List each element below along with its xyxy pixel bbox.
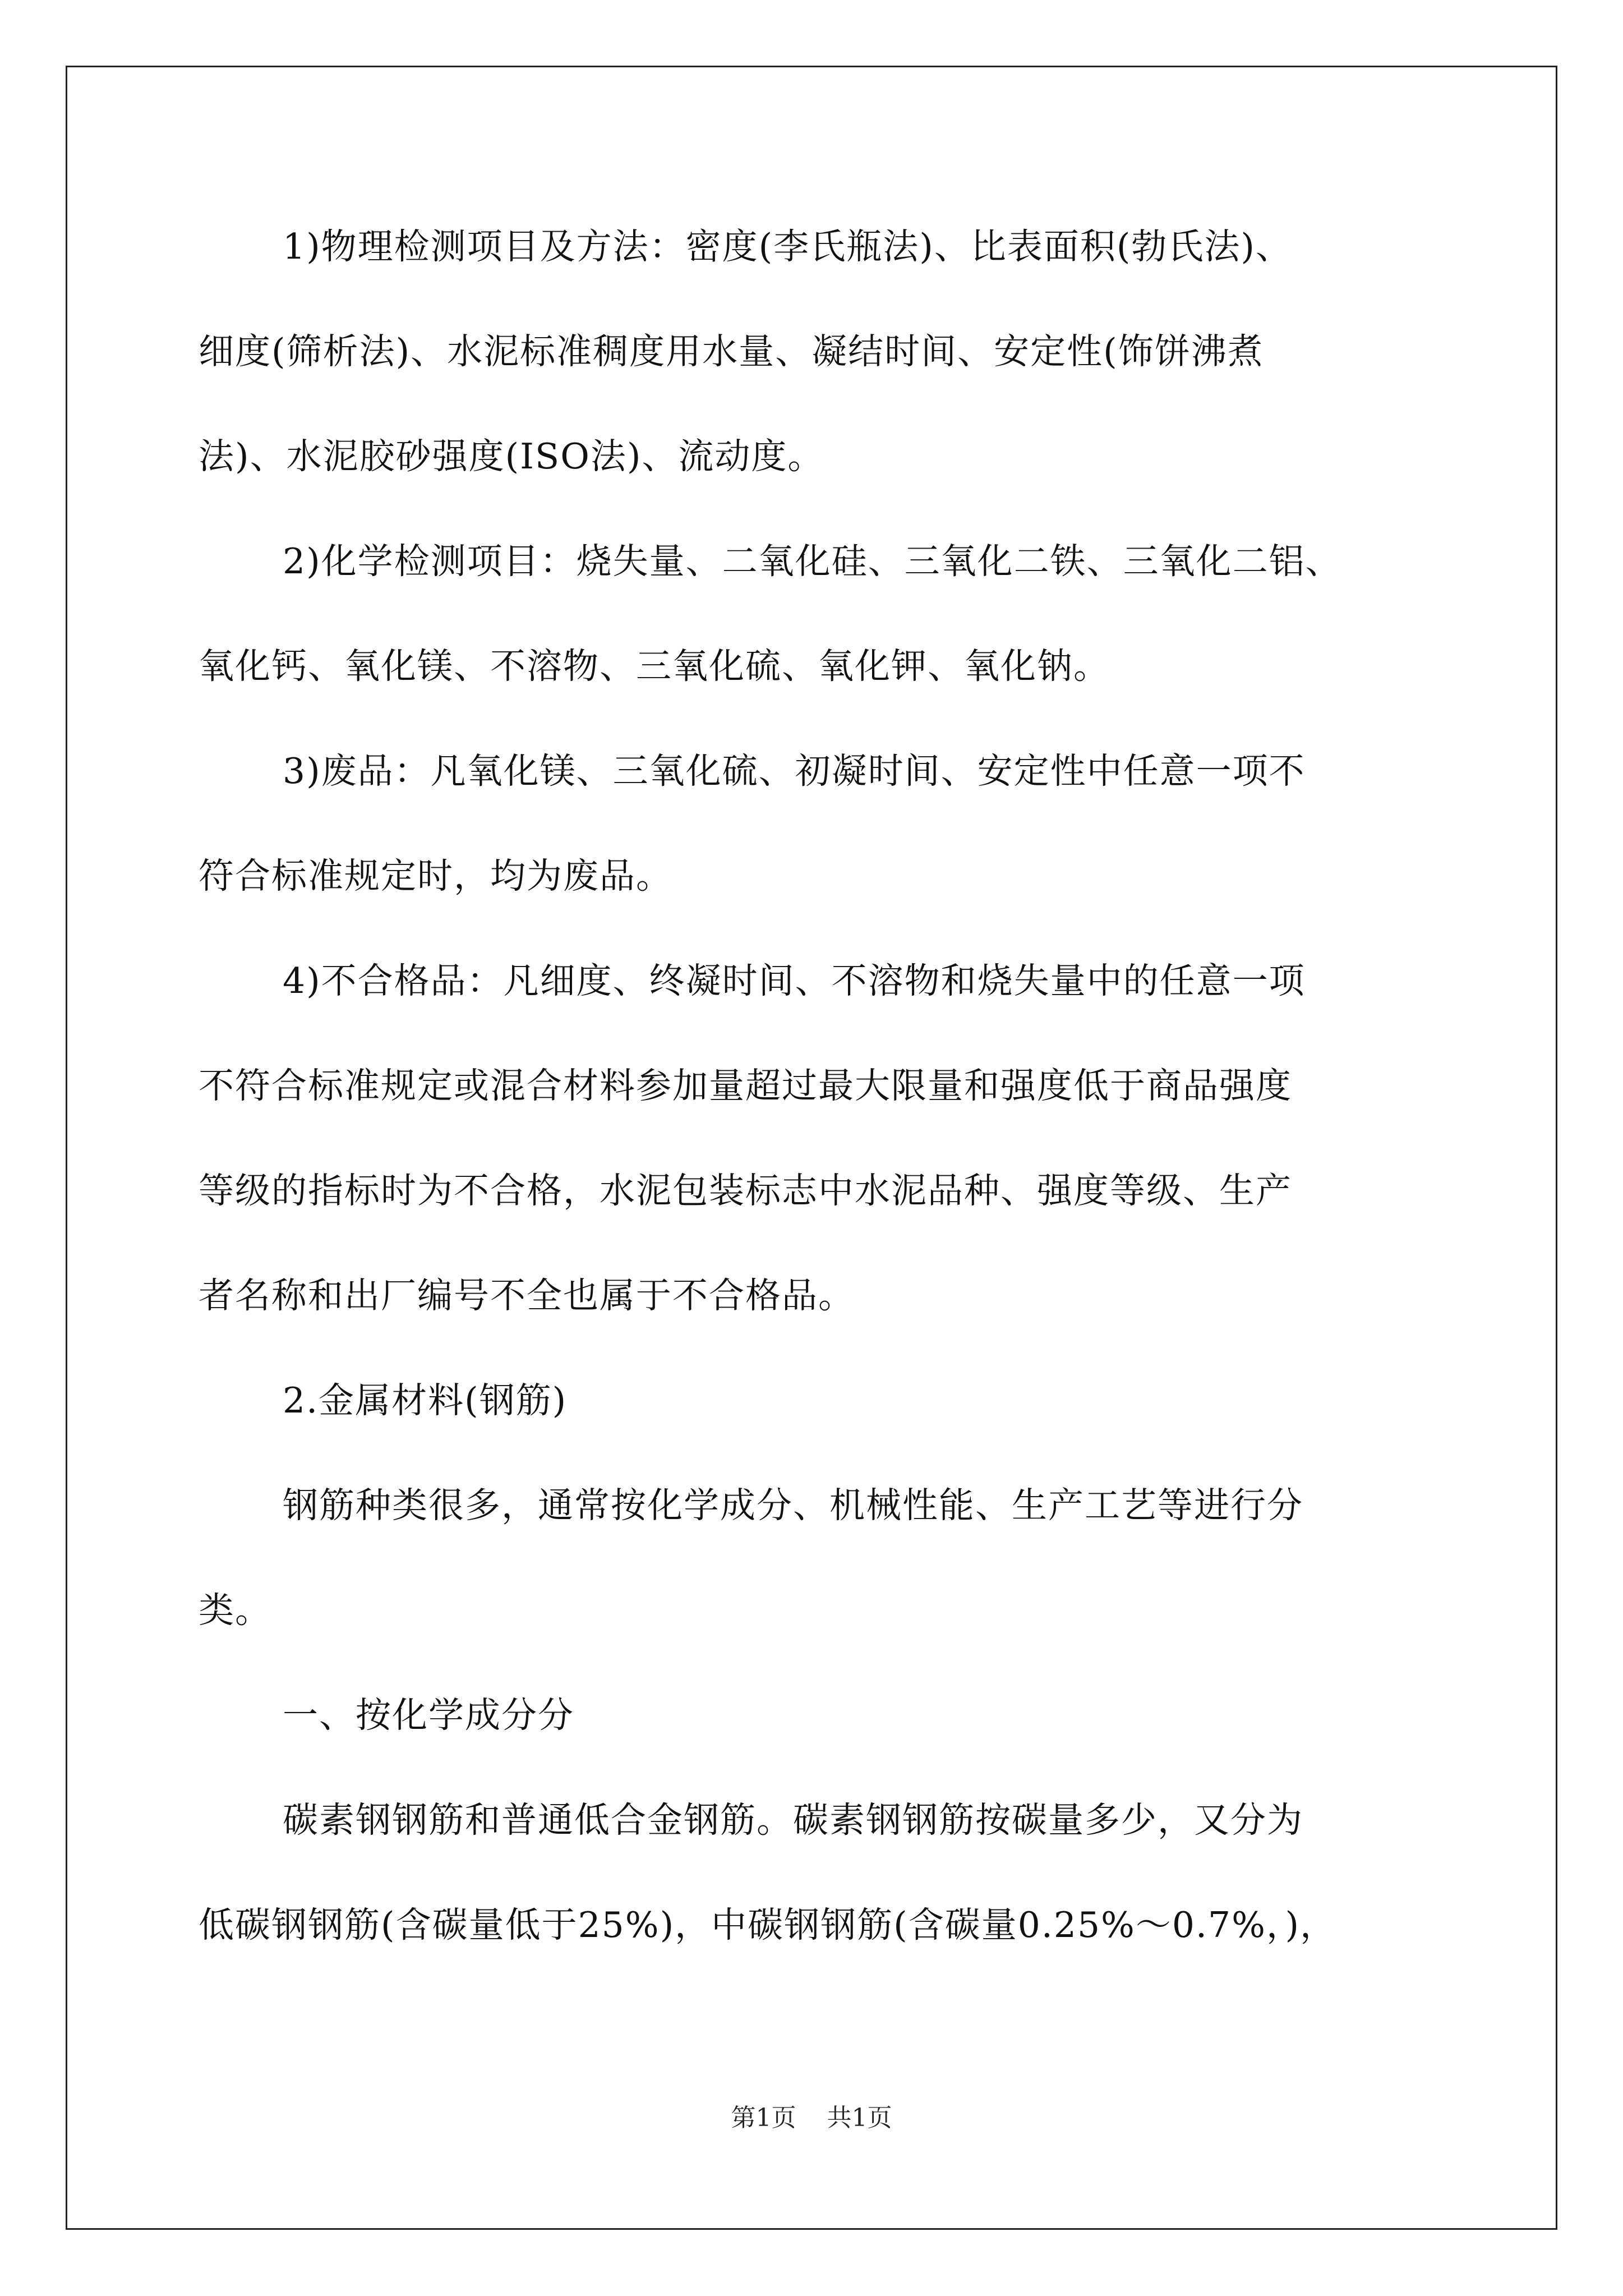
paragraph-line: 低碳钢钢筋(含碳量低于25%)，中碳钢钢筋(含碳量0.25%～0.7%，)，	[199, 1904, 1337, 1945]
page-footer	[0, 2101, 1623, 2135]
paragraph-line: 者名称和出厂编号不全也属于不合格品。	[199, 1275, 855, 1316]
paragraph-line: 等级的指标时为不合格，水泥包装标志中水泥品种、强度等级、生产	[199, 1170, 1292, 1211]
section-heading: 2.金属材料(钢筋)	[283, 1380, 568, 1421]
paragraph-line: 细度(筛析法)、水泥标准稠度用水量、凝结时间、安定性(饰饼沸煮	[199, 331, 1264, 372]
paragraph-line: 碳素钢钢筋和普通低合金钢筋。碳素钢钢筋按碳量多少，又分为	[283, 1800, 1303, 1841]
paragraph-line: 2)化学检测项目：烧失量、二氧化硅、三氧化二铁、三氧化二铝、	[283, 541, 1342, 582]
page-number: 第1页	[731, 2104, 796, 2132]
paragraph-line: 不符合标准规定或混合材料参加量超过最大限量和强度低于商品强度	[199, 1065, 1292, 1106]
paragraph-line: 氧化钙、氧化镁、不溶物、三氧化硫、氧化钾、氧化钠。	[199, 646, 1110, 687]
paragraph-line: 3)废品：凡氧化镁、三氧化硫、初凝时间、安定性中任意一项不	[283, 751, 1306, 792]
paragraph-line: 4)不合格品：凡细度、终凝时间、不溶物和烧失量中的任意一项	[283, 960, 1306, 1001]
paragraph-line: 法)、水泥胶砂强度(ISO法)、流动度。	[199, 436, 824, 477]
paragraph-line: 类。	[199, 1590, 271, 1631]
paragraph-line: 符合标准规定时，均为废品。	[199, 855, 672, 896]
paragraph-line: 钢筋种类很多，通常按化学成分、机械性能、生产工艺等进行分	[283, 1485, 1303, 1526]
subsection-heading: 一、按化学成分分	[283, 1695, 574, 1736]
page-total: 共1页	[827, 2104, 892, 2132]
paragraph-line: 1)物理检测项目及方法：密度(李氏瓶法)、比表面积(勃氏法)、	[283, 226, 1292, 267]
